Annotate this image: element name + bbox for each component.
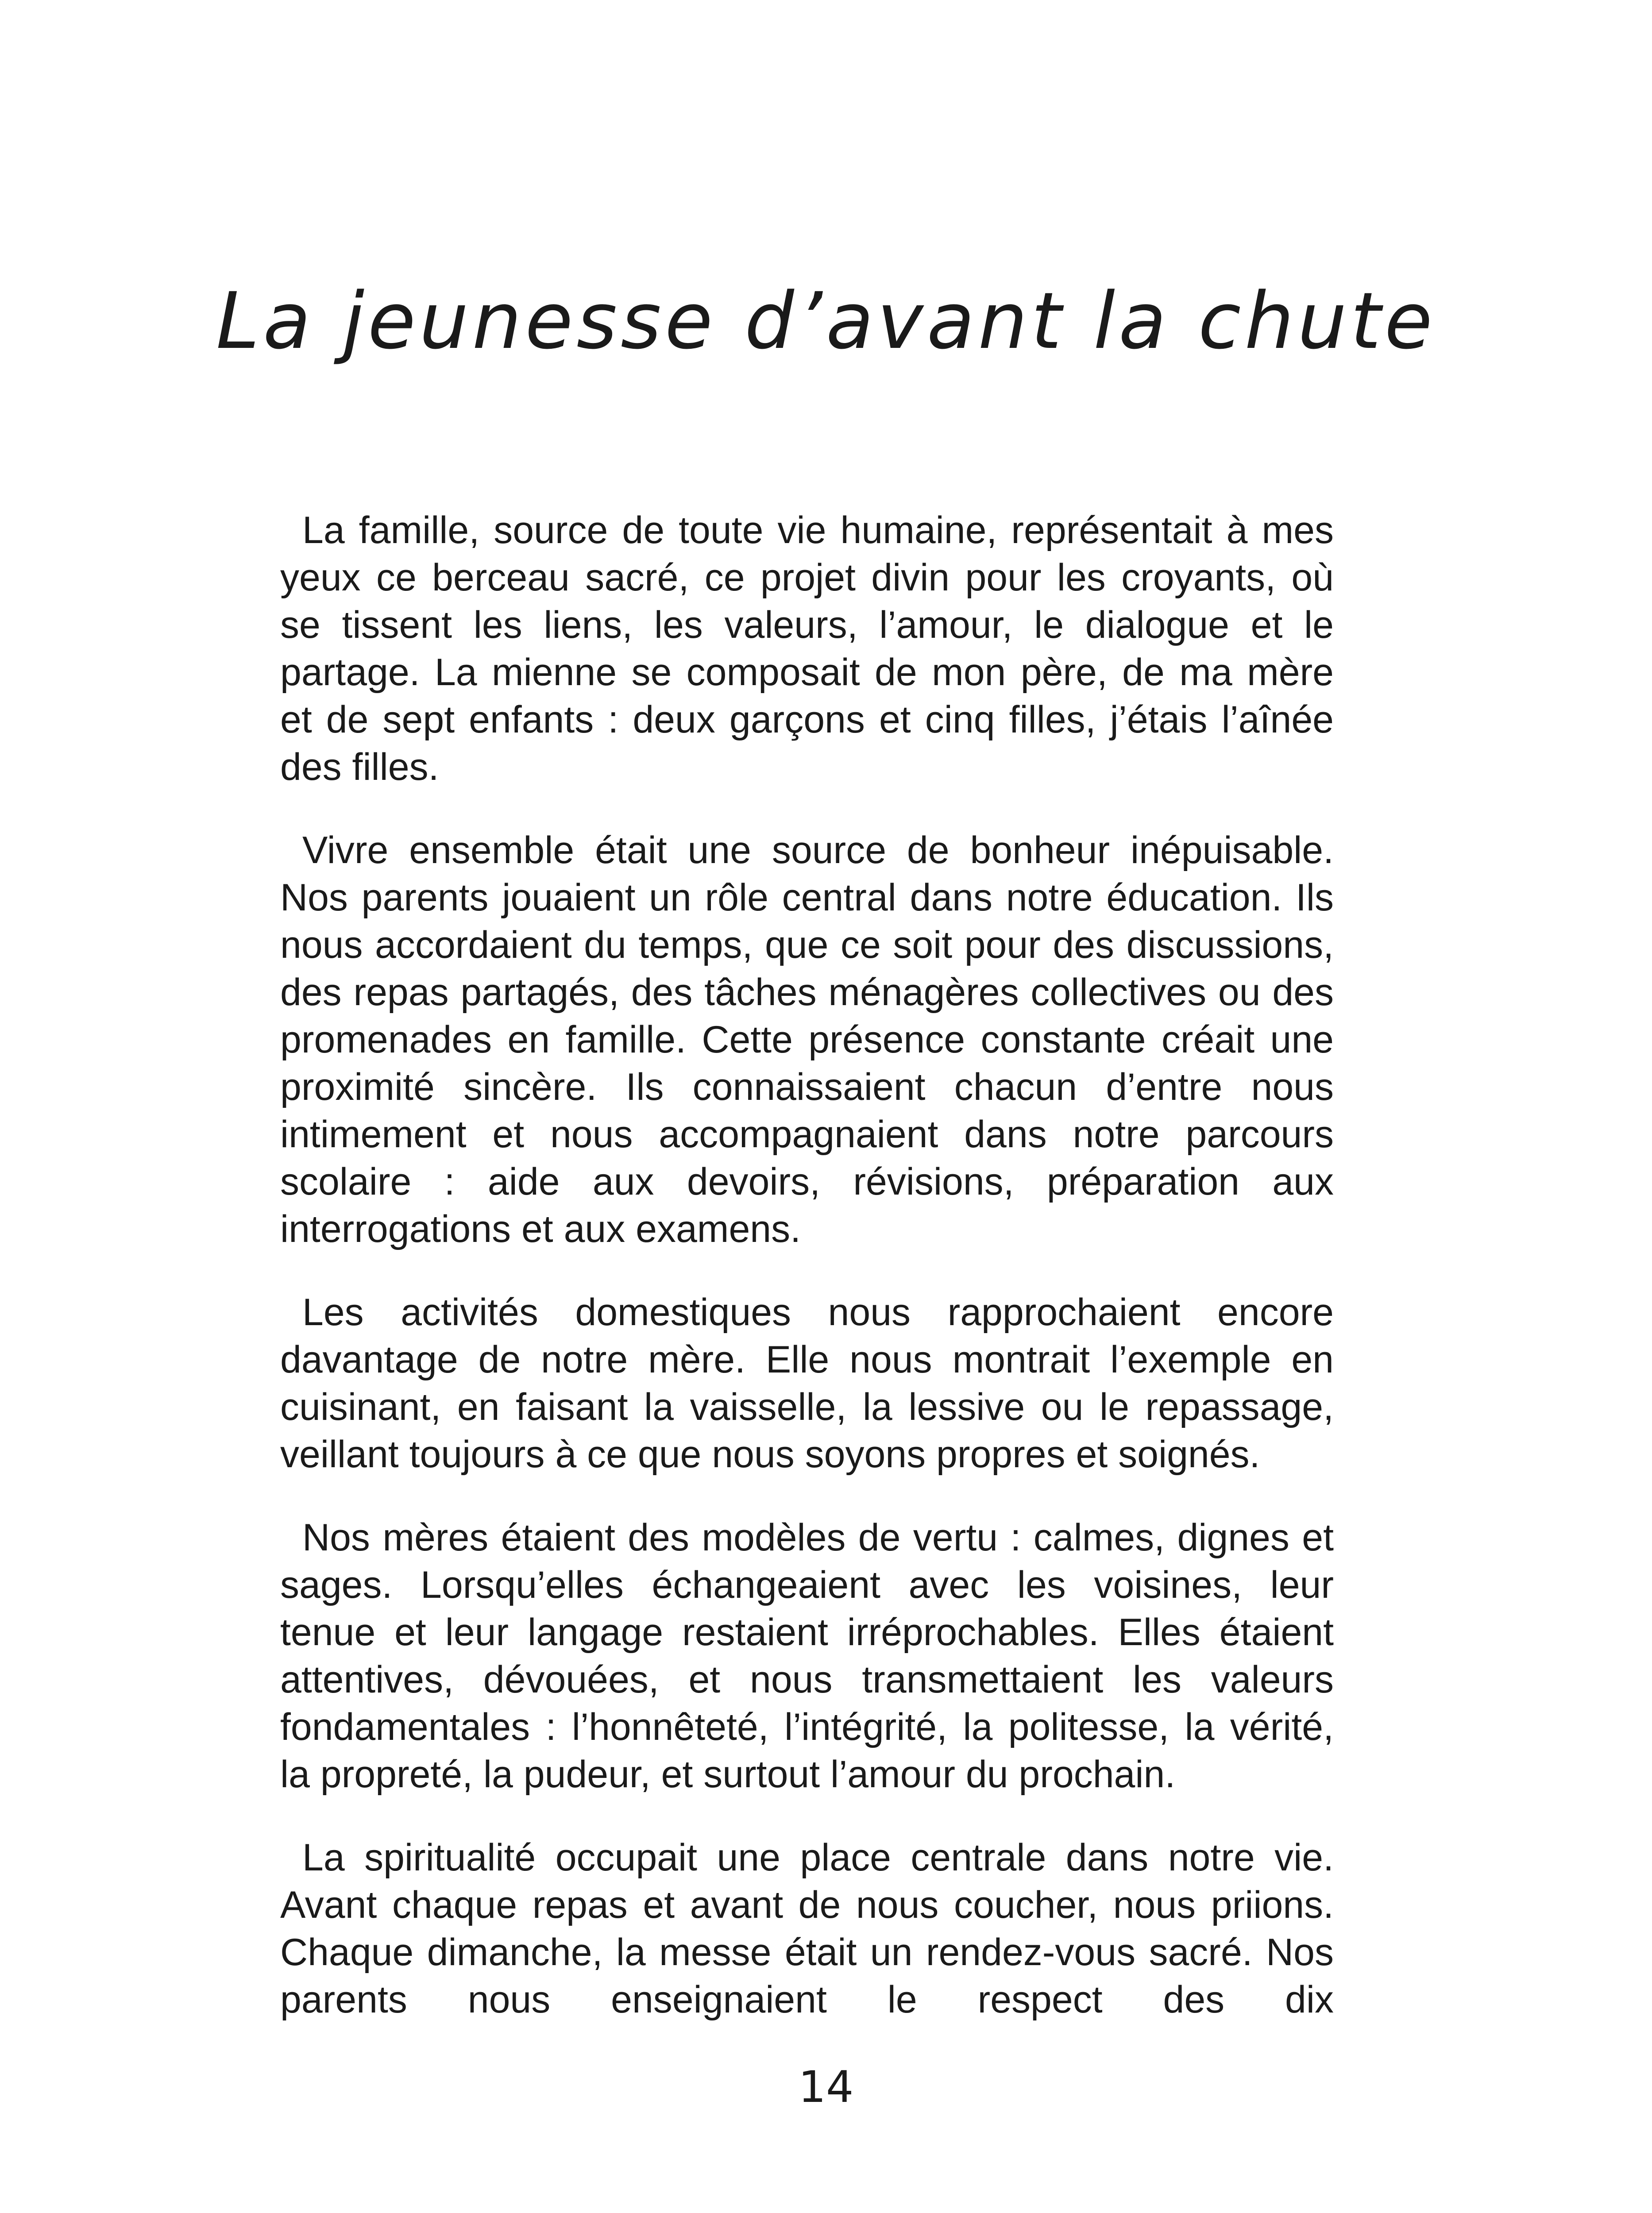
paragraph: Vivre ensemble était une source de bonheur inépuisable. Nos parents jouaient un rôle central dans notre éducation. Ils nous accordaient du temps, que ce soit pour des discussions, des repas partagés, des tâches ménagères collectives ou des promenades en famille. Cette présence constante créait une proximité sincère. Ils connaissaient chacun d’entre nous intimement et nous accompagnaient dans notre parcours scolaire : aide aux devoirs, révisions, préparation aux interrogations et aux examens. xyxy=(280,829,1334,1250)
paragraph: Les activités domestiques nous rapprochaient encore davantage de notre mère. Elle nous montrait l’exemple en cuisinant, en faisant la vaisselle, la lessive ou le repassage, veillant toujours à ce que nous soyons propres et soignés. xyxy=(280,1291,1334,1476)
chapter-title: La jeunesse d’avant la chute xyxy=(216,276,1436,366)
chapter-body xyxy=(280,507,1334,2024)
page-number: 14 xyxy=(798,2062,854,2113)
paragraph: La spiritualité occupait une place centrale dans notre vie. Avant chaque repas et avant de nous coucher, nous priions. Chaque dimanche, la messe était un rendez-vous sacré. Nos parents nous enseignaient le respect des dix xyxy=(280,1836,1334,2021)
paragraph: Nos mères étaient des modèles de vertu : calmes, dignes et sages. Lorsqu’elles échangeaient avec les voisines, leur tenue et leur langage restaient irréprochables. Elles étaient attentives, dévouées, et nous transmettaient les valeurs fondamentales : l’honnêteté, l’intégrité, la politesse, la vérité, la propreté, la pudeur, et surtout l’amour du prochain. xyxy=(280,1516,1334,1796)
paragraph: La famille, source de toute vie humaine, représentait à mes yeux ce berceau sacré, ce projet divin pour les croyants, où se tissent les liens, les valeurs, l’amour, le dialogue et le partage. La mienne se composait de mon père, de ma mère et de sept enfants : deux garçons et cinq filles, j’étais l’aînée des filles. xyxy=(280,509,1334,788)
